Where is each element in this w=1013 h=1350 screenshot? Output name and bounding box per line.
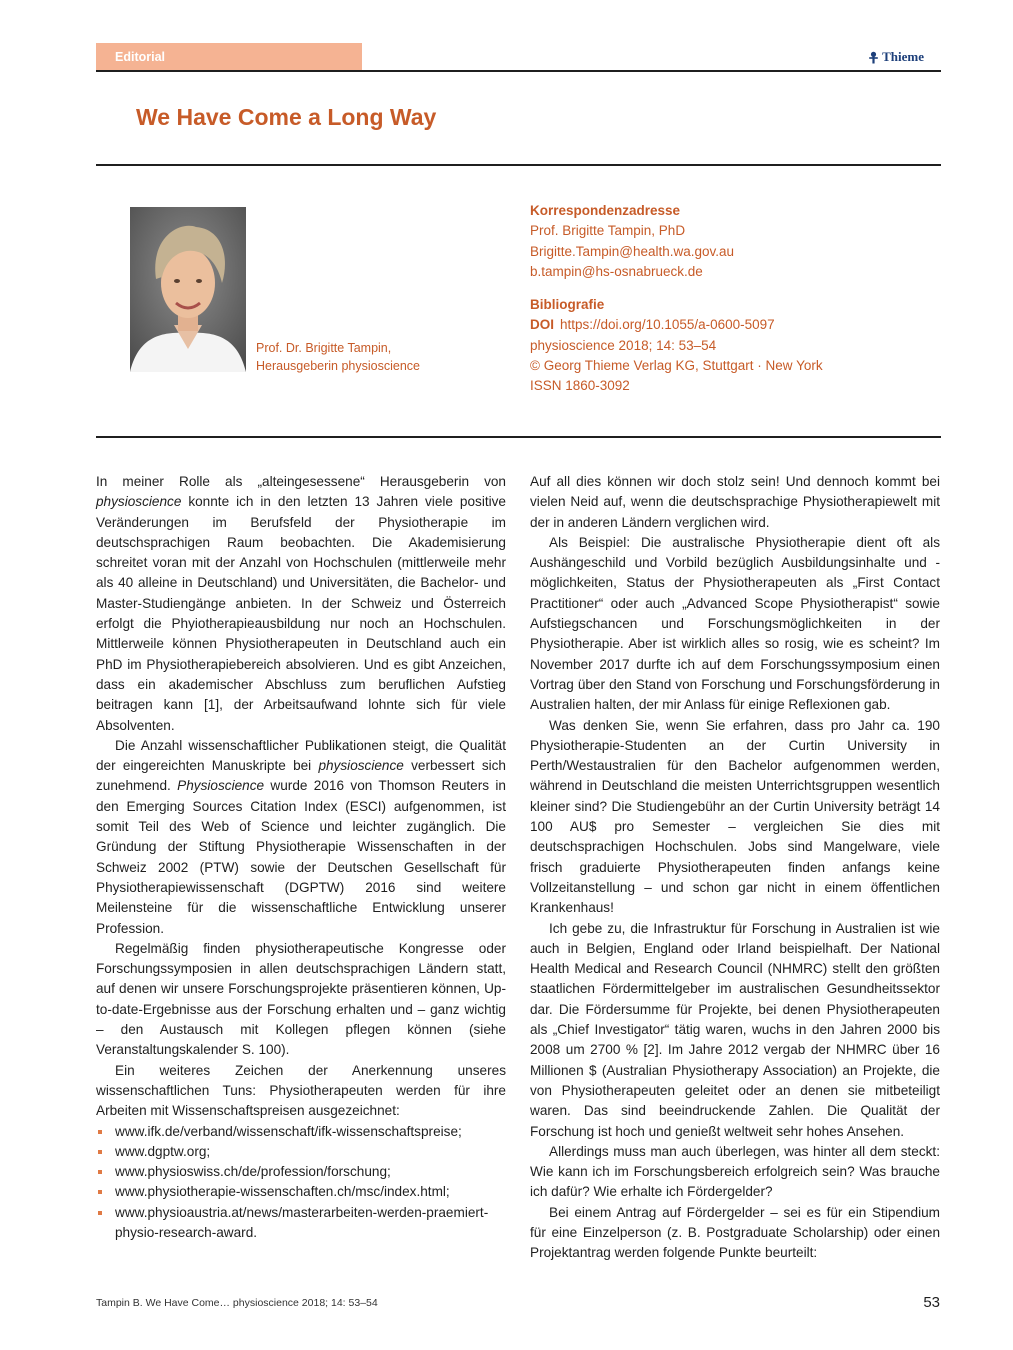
thieme-logo-icon [868,51,879,64]
link-text[interactable]: www.physioswiss.ch/de/profession/forschung; [115,1164,391,1180]
link-text[interactable]: www.dgptw.org; [115,1143,211,1159]
bullet-icon [98,1190,102,1194]
paragraph-text: konnte ich in den letzten 13 Jahren viele positive Veränderungen im Berufsfeld der Physiotherapie im deutschsprachigen Raum beobachten. Die Akademisierung schreitet voran mit der Anzahl von Hochschulen (mittlerweile mehr als 40 alleine in Deutschland) und Universitäten, die Bachelor- und Master-Studiengänge anbieten. In der Schweiz und Österreich erfolgt die Phyiotherapieausbildung nur noch an Hochschulen. Mittlerweile können Physiotherapeuten in Deutschland auch ein PhD im Physiotherapiebereich absolvieren. Und es gibt Anzeichen, dass ein akademischer Abschluss zum beruflichen Aufstieg beitragen kann [1], der Arbeitsaufwand lohnte sich für viele Absolventen. [96,494,506,733]
article-title: We Have Come a Long Way [136,104,437,130]
correspondence-heading: Korrespondenzadresse [530,203,681,218]
journal-name: physioscience [96,494,182,510]
correspondence-email-2[interactable]: b.tampin@hs-osnabrueck.de [530,263,703,279]
paragraph: Bei einem Antrag auf Fördergelder – sei es für ein Stipendium für eine Einzelperson (z. B. Postgraduate Scholarship) oder einen Projektantrag werden folgende Punkte beurteilt: [530,1204,940,1261]
meta-rule [96,436,941,438]
doi-label: DOI [530,317,555,333]
paragraph-text: Die Anzahl wissenschaftlicher Publikationen steigt, die Qualität der eingereichten Manuskripte bei [96,737,506,774]
paragraph [96,736,506,939]
paragraph: Ich gebe zu, die Infrastruktur für Forschung in Australien ist wie auch in Belgien, England oder Irland beispielhaft. Der National Health Medical and Research Council (NHMRC) stellt den größten staatlichen Fördermittelgeber im australischen Gesundheitssektor dar. Die Fördersumme für Projekte, bei denen Physiotherapeuten als „Chief Investigator“ tätig waren, wuchs in den Jahren 2000 bis 2008 um 2700 % [2]. Im Jahre 2012 vergab der NHMRC über 16 Millionen $ (Australian Physiotherapy Association) an Projekte, die von Physiotherapeuten geleitet oder an denen sie mitbeteiligt waren. Das sind beeindruckende Zahlen. Die Qualität der Forschung ist hoch und genießt weltweit sehr hohes Ansehen. [530,920,940,1139]
publisher-name: Thieme [882,49,924,64]
bibliography-heading: Bibliografie [530,297,605,313]
bullet-icon [98,1150,102,1154]
title-rule [96,164,941,166]
publisher-logo [868,49,924,65]
paragraph-text: In meiner Rolle als „alteingesessene“ Herausgeberin von [96,474,506,489]
author-portrait [130,207,246,372]
doi-line [530,315,823,335]
author-caption-line2: Herausgeberin physioscience [256,359,420,373]
copyright: © Georg Thieme Verlag KG, Stuttgart · New York [530,358,823,374]
issn: ISSN 1860-3092 [530,378,630,394]
list-item[interactable] [96,1182,506,1202]
meta-gap [530,282,823,295]
link-text[interactable]: www.physioaustria.at/news/masterarbeiten-werden-praemiert-physio-research-award. [115,1204,489,1240]
paragraph: Was denken Sie, wenn Sie erfahren, dass pro Jahr ca. 190 Physiotherapie-Studenten an der Curtin University in Perth/Westaustralien für den Bachelor aufgenommen werden, während in Deutschland die meisten Unterrichtsgruppen wesentlich kleiner sind? Die Studiengebühr an der Curtin University beträgt 14 100 AU$ pro Semester – vergleichen Sie dies mit deutschsprachigen Hochschulen. Jobs sind Mangelware, viele frisch graduierte Physiotherapeuten finden anfangs keine Vollzeitanstellung – und schon gar nicht in einem öffentlichen Krankenhaus! [530,717,940,916]
author-caption-line1: Prof. Dr. Brigitte Tampin, [256,341,392,355]
meta-block [530,201,823,397]
paragraph: Ein weiteres Zeichen der Anerkennung unseres wissenschaftlichen Tuns: Physiotherapeuten werden für ihre Arbeiten mit Wissenschaftspreisen ausgezeichnet: [96,1062,506,1119]
bullet-icon [98,1211,102,1215]
author-caption [256,339,420,375]
paragraph: Regelmäßig finden physiotherapeutische Kongresse oder Forschungssymposien in allen deutschsprachigen Ländern statt, auf denen wir unsere Forschungsprojekte präsentieren können, Up-to-date-Ergebnisse aus der Forschung erhalten und – ganz wichtig – den Austausch mit Kollegen pflegen können (siehe Veranstaltungskalender S. 100). [96,940,506,1058]
journal-name: Physioscience [177,778,265,794]
list-item[interactable] [96,1122,506,1142]
header-rule [96,70,941,72]
paragraph-text: verbessert sich zunehmend. [96,758,506,794]
link-text[interactable]: www.ifk.de/verband/wissenschaft/ifk-wissenschaftspreise; [115,1123,462,1139]
bullet-icon [98,1170,102,1174]
list-item[interactable] [96,1162,506,1182]
bullet-icon [98,1130,102,1134]
citation: physioscience 2018; 14: 53–54 [530,337,717,353]
page-number: 53 [923,1294,940,1311]
list-item[interactable] [96,1203,506,1244]
journal-name: physioscience [318,758,404,774]
award-link-list [96,1122,506,1244]
paragraph [96,472,506,736]
paragraph-text: wurde 2016 von Thomson Reuters in den Emerging Sources Citation Index (ESCI) aufgenommen, ist somit Teil des Web of Science und leichter zugänglich. Die Gründung der Stiftung Physiotherapie Wissenschaften in der Schweiz 2002 (PTW) sowie der Deutschen Gesellschaft für Physiotherapiewissenschaft (DGPTW) 2016 sind weitere Meilensteine für die wissenschaftliche Entwicklung unserer Profession. [96,778,506,936]
link-text[interactable]: www.physiotherapie-wissenschaften.ch/msc/index.html; [115,1184,450,1200]
paragraph: Auf all dies können wir doch stolz sein! Und dennoch kommt bei vielen Neid auf, wenn die deutschsprachige Physiotherapiewelt mit der in anderen Ländern verglichen wird. [530,474,940,530]
list-item[interactable] [96,1142,506,1162]
body-column-right [530,472,940,1264]
footer-citation: Tampin B. We Have Come… physioscience 2018; 14: 53–54 [96,1297,378,1309]
paragraph: Allerdings muss man auch überlegen, was hinter all dem steckt: Wie kann ich im Forschungsbereich erfolgreich sein? Was brauche ich dafür? Wie erhalte ich Fördergelder? [530,1143,940,1200]
correspondence-name: Prof. Brigitte Tampin, PhD [530,223,686,239]
body-column-left [96,472,506,1243]
section-tag: Editorial [96,43,362,71]
paragraph: Als Beispiel: Die australische Physiotherapie dient oft als Aushängeschild und Vorbild bezüglich Ausbildungsinhalte und -möglichkeiten, Status der Physiotherapeuten als „First Contact Practitioner“ oder auch „Advanced Scope Physiotherapist“ sowie Aufstiegschancen und Forschungsmöglichkeiten in der Physiotherapie. Aber ist wirklich alles so rosig, wie es scheint? Im November 2017 durfte ich auf dem Forschungssymposium einen Vortrag über den Stand von Forschung und Forschungsförderung in Australien halten, der mir Anlass für einige Reflexionen gab. [530,534,940,713]
correspondence-email-1[interactable]: Brigitte.Tampin@health.wa.gov.au [530,243,735,259]
doi-link[interactable]: https://doi.org/10.1055/a-0600-5097 [560,317,775,333]
